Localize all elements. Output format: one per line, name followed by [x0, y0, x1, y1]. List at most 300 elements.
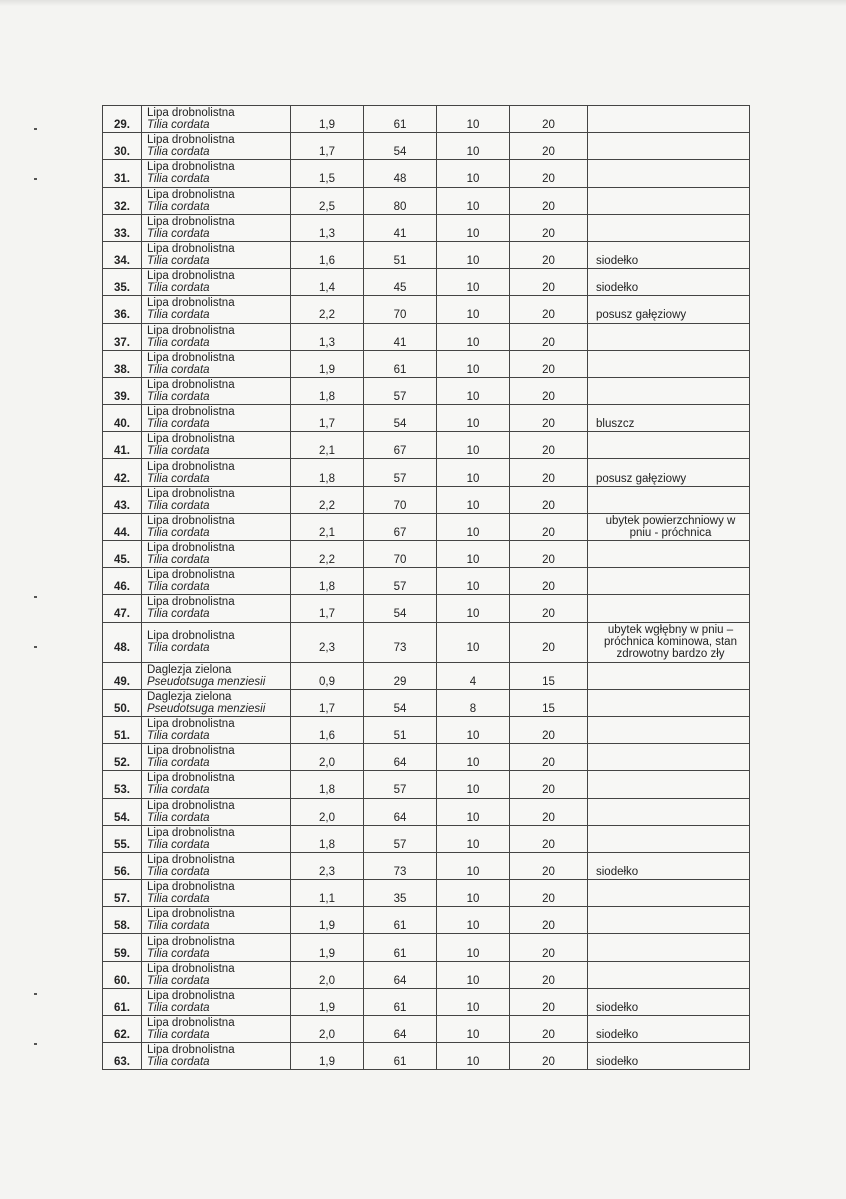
species-latin-name: Tilia cordata — [147, 526, 210, 539]
value-cell-d: 20 — [510, 377, 588, 404]
value-cell-c: 10 — [437, 187, 510, 214]
value-cell-a: 1,9 — [291, 350, 364, 377]
species-common-name: Lipa drobnolistna — [147, 215, 235, 228]
table-row — [103, 825, 750, 852]
row-number: 45. — [103, 541, 142, 568]
table-row — [103, 214, 750, 241]
value-cell-b: 51 — [364, 241, 437, 268]
table-row — [103, 459, 750, 486]
note-cell — [588, 513, 750, 540]
value-cell-d: 20 — [510, 622, 588, 662]
species-latin-name: Tilia cordata — [147, 200, 210, 213]
value-cell-d: 20 — [510, 133, 588, 160]
species-cell — [142, 934, 291, 961]
note-cell — [588, 269, 750, 296]
value-cell-d: 20 — [510, 934, 588, 961]
value-cell-d: 20 — [510, 296, 588, 323]
note-cell — [588, 880, 750, 907]
value-cell-b: 64 — [364, 961, 437, 988]
row-number: 50. — [103, 689, 142, 716]
table-row — [103, 744, 750, 771]
value-cell-d: 20 — [510, 1016, 588, 1043]
value-cell-a: 1,9 — [291, 106, 364, 133]
note-cell — [588, 432, 750, 459]
value-cell-b: 57 — [364, 459, 437, 486]
species-common-name: Lipa drobnolistna — [147, 772, 235, 785]
row-number: 61. — [103, 988, 142, 1015]
table-body — [103, 106, 750, 1070]
value-cell-a: 1,9 — [291, 988, 364, 1015]
note-cell — [588, 771, 750, 798]
table-row — [103, 187, 750, 214]
value-cell-b: 54 — [364, 689, 437, 716]
row-number: 63. — [103, 1043, 142, 1070]
value-cell-c: 10 — [437, 852, 510, 879]
note-cell — [588, 486, 750, 513]
row-number: 47. — [103, 595, 142, 622]
note-cell — [588, 934, 750, 961]
note-cell — [588, 798, 750, 825]
value-cell-a: 2,0 — [291, 961, 364, 988]
value-cell-d: 20 — [510, 798, 588, 825]
species-common-name: Lipa drobnolistna — [147, 378, 235, 391]
row-number: 38. — [103, 350, 142, 377]
species-latin-name: Tilia cordata — [147, 893, 210, 906]
margin-mark — [34, 646, 37, 648]
value-cell-a: 1,7 — [291, 133, 364, 160]
value-cell-d: 20 — [510, 852, 588, 879]
note-cell — [588, 323, 750, 350]
scan-top-edge — [0, 0, 846, 6]
value-cell-d: 20 — [510, 541, 588, 568]
value-cell-b: 61 — [364, 907, 437, 934]
table-row — [103, 907, 750, 934]
species-latin-name: Tilia cordata — [147, 865, 210, 878]
species-latin-name: Tilia cordata — [147, 581, 210, 594]
value-cell-c: 10 — [437, 798, 510, 825]
value-cell-c: 10 — [437, 296, 510, 323]
note-text: ubytek powierzchniowy w pniu - próchnica — [605, 514, 736, 539]
species-latin-name: Tilia cordata — [147, 390, 210, 403]
value-cell-d: 20 — [510, 880, 588, 907]
note-cell — [588, 961, 750, 988]
value-cell-d: 20 — [510, 241, 588, 268]
species-latin-name: Tilia cordata — [147, 363, 210, 376]
species-latin-name: Tilia cordata — [147, 1001, 210, 1014]
value-cell-a: 1,7 — [291, 595, 364, 622]
value-cell-c: 10 — [437, 595, 510, 622]
table-row — [103, 771, 750, 798]
row-number: 35. — [103, 269, 142, 296]
species-latin-name: Tilia cordata — [147, 642, 210, 655]
species-cell — [142, 825, 291, 852]
row-number: 49. — [103, 662, 142, 689]
species-cell — [142, 988, 291, 1015]
note-text: siodełko — [596, 282, 639, 295]
species-cell — [142, 744, 291, 771]
value-cell-d: 20 — [510, 961, 588, 988]
value-cell-c: 10 — [437, 934, 510, 961]
species-common-name: Lipa drobnolistna — [147, 962, 235, 975]
value-cell-b: 80 — [364, 187, 437, 214]
species-common-name: Lipa drobnolistna — [147, 514, 235, 527]
value-cell-c: 10 — [437, 744, 510, 771]
species-common-name: Lipa drobnolistna — [147, 1044, 235, 1057]
value-cell-c: 4 — [437, 662, 510, 689]
species-latin-name: Tilia cordata — [147, 811, 210, 824]
value-cell-a: 1,7 — [291, 689, 364, 716]
species-latin-name: Tilia cordata — [147, 472, 210, 485]
value-cell-b: 51 — [364, 716, 437, 743]
species-latin-name: Tilia cordata — [147, 838, 210, 851]
value-cell-d: 20 — [510, 269, 588, 296]
value-cell-b: 54 — [364, 595, 437, 622]
row-number: 46. — [103, 568, 142, 595]
value-cell-b: 41 — [364, 214, 437, 241]
table-row — [103, 296, 750, 323]
species-common-name: Lipa drobnolistna — [147, 542, 235, 555]
species-latin-name: Pseudotsuga menziesii — [147, 675, 266, 688]
value-cell-d: 20 — [510, 350, 588, 377]
value-cell-c: 10 — [437, 907, 510, 934]
value-cell-c: 10 — [437, 988, 510, 1015]
species-cell — [142, 323, 291, 350]
value-cell-a: 1,8 — [291, 771, 364, 798]
value-cell-c: 10 — [437, 486, 510, 513]
species-common-name: Lipa drobnolistna — [147, 935, 235, 948]
table-row — [103, 568, 750, 595]
note-cell — [588, 377, 750, 404]
species-cell — [142, 662, 291, 689]
table-row — [103, 689, 750, 716]
value-cell-b: 61 — [364, 988, 437, 1015]
species-latin-name: Tilia cordata — [147, 1056, 210, 1069]
note-cell — [588, 744, 750, 771]
table-row — [103, 269, 750, 296]
value-cell-b: 73 — [364, 622, 437, 662]
value-cell-d: 20 — [510, 459, 588, 486]
value-cell-d: 15 — [510, 689, 588, 716]
value-cell-d: 20 — [510, 106, 588, 133]
tree-inventory-table — [102, 105, 750, 1070]
species-common-name: Lipa drobnolistna — [147, 826, 235, 839]
note-cell — [588, 160, 750, 187]
value-cell-d: 20 — [510, 160, 588, 187]
species-common-name: Lipa drobnolistna — [147, 718, 235, 731]
value-cell-d: 20 — [510, 1043, 588, 1070]
species-cell — [142, 961, 291, 988]
note-cell — [588, 1016, 750, 1043]
value-cell-a: 2,2 — [291, 296, 364, 323]
species-common-name: Lipa drobnolistna — [147, 460, 235, 473]
species-common-name: Lipa drobnolistna — [147, 487, 235, 500]
value-cell-a: 0,9 — [291, 662, 364, 689]
note-cell — [588, 187, 750, 214]
species-common-name: Lipa drobnolistna — [147, 107, 235, 120]
value-cell-c: 10 — [437, 1016, 510, 1043]
species-common-name: Lipa drobnolistna — [147, 745, 235, 758]
species-cell — [142, 716, 291, 743]
row-number: 53. — [103, 771, 142, 798]
table-row — [103, 323, 750, 350]
value-cell-a: 2,2 — [291, 541, 364, 568]
value-cell-a: 2,3 — [291, 622, 364, 662]
value-cell-a: 1,8 — [291, 459, 364, 486]
species-common-name: Daglezja zielona — [147, 663, 232, 676]
species-latin-name: Tilia cordata — [147, 173, 210, 186]
note-text: ubytek wgłębny w pniu – próchnica kominowa, stan zdrowotny bardzo zły — [604, 624, 737, 661]
value-cell-c: 10 — [437, 133, 510, 160]
value-cell-b: 73 — [364, 852, 437, 879]
species-cell — [142, 541, 291, 568]
row-number: 44. — [103, 513, 142, 540]
value-cell-a: 2,1 — [291, 513, 364, 540]
species-cell — [142, 350, 291, 377]
value-cell-d: 20 — [510, 716, 588, 743]
row-number: 57. — [103, 880, 142, 907]
value-cell-c: 10 — [437, 622, 510, 662]
value-cell-a: 1,8 — [291, 568, 364, 595]
value-cell-c: 10 — [437, 880, 510, 907]
row-number: 34. — [103, 241, 142, 268]
species-common-name: Lipa drobnolistna — [147, 1017, 235, 1030]
species-latin-name: Tilia cordata — [147, 282, 210, 295]
value-cell-b: 54 — [364, 405, 437, 432]
value-cell-a: 1,6 — [291, 241, 364, 268]
value-cell-a: 1,1 — [291, 880, 364, 907]
species-latin-name: Tilia cordata — [147, 445, 210, 458]
species-latin-name: Tilia cordata — [147, 336, 210, 349]
species-latin-name: Tilia cordata — [147, 146, 210, 159]
row-number: 42. — [103, 459, 142, 486]
value-cell-b: 57 — [364, 377, 437, 404]
value-cell-a: 1,7 — [291, 405, 364, 432]
row-number: 32. — [103, 187, 142, 214]
species-cell — [142, 513, 291, 540]
value-cell-d: 20 — [510, 187, 588, 214]
species-cell — [142, 568, 291, 595]
value-cell-c: 10 — [437, 568, 510, 595]
species-cell — [142, 622, 291, 662]
value-cell-d: 20 — [510, 214, 588, 241]
value-cell-a: 1,4 — [291, 269, 364, 296]
row-number: 29. — [103, 106, 142, 133]
table-row — [103, 513, 750, 540]
value-cell-d: 20 — [510, 513, 588, 540]
table-row — [103, 880, 750, 907]
value-cell-b: 45 — [364, 269, 437, 296]
note-cell — [588, 662, 750, 689]
margin-mark — [34, 596, 37, 598]
table-row — [103, 595, 750, 622]
value-cell-d: 20 — [510, 907, 588, 934]
species-cell — [142, 771, 291, 798]
value-cell-d: 20 — [510, 988, 588, 1015]
note-text: siodełko — [596, 255, 639, 268]
species-cell — [142, 595, 291, 622]
value-cell-d: 20 — [510, 568, 588, 595]
row-number: 58. — [103, 907, 142, 934]
species-latin-name: Pseudotsuga menziesii — [147, 702, 266, 715]
row-number: 55. — [103, 825, 142, 852]
row-number: 48. — [103, 622, 142, 662]
value-cell-c: 10 — [437, 432, 510, 459]
table-row — [103, 798, 750, 825]
species-common-name: Lipa drobnolistna — [147, 188, 235, 201]
species-latin-name: Tilia cordata — [147, 608, 210, 621]
value-cell-c: 10 — [437, 825, 510, 852]
species-common-name: Lipa drobnolistna — [147, 433, 235, 446]
value-cell-a: 1,9 — [291, 934, 364, 961]
species-common-name: Lipa drobnolistna — [147, 989, 235, 1002]
table-row — [103, 988, 750, 1015]
note-cell — [588, 133, 750, 160]
species-common-name: Lipa drobnolistna — [147, 799, 235, 812]
species-common-name: Lipa drobnolistna — [147, 243, 235, 256]
value-cell-b: 35 — [364, 880, 437, 907]
species-cell — [142, 377, 291, 404]
value-cell-b: 57 — [364, 825, 437, 852]
value-cell-c: 10 — [437, 405, 510, 432]
note-text: siodełko — [596, 1029, 639, 1042]
value-cell-c: 10 — [437, 323, 510, 350]
note-cell — [588, 852, 750, 879]
table-row — [103, 133, 750, 160]
table-row — [103, 377, 750, 404]
value-cell-c: 10 — [437, 106, 510, 133]
value-cell-a: 1,9 — [291, 1043, 364, 1070]
species-cell — [142, 852, 291, 879]
margin-mark — [34, 178, 37, 180]
row-number: 56. — [103, 852, 142, 879]
row-number: 54. — [103, 798, 142, 825]
species-cell — [142, 880, 291, 907]
note-cell — [588, 106, 750, 133]
species-latin-name: Tilia cordata — [147, 1029, 210, 1042]
species-latin-name: Tilia cordata — [147, 920, 210, 933]
species-cell — [142, 432, 291, 459]
value-cell-a: 1,8 — [291, 377, 364, 404]
note-text: posusz gałęziowy — [596, 309, 687, 322]
species-latin-name: Tilia cordata — [147, 309, 210, 322]
note-cell — [588, 716, 750, 743]
table-row — [103, 662, 750, 689]
value-cell-d: 20 — [510, 486, 588, 513]
row-number: 30. — [103, 133, 142, 160]
value-cell-d: 20 — [510, 825, 588, 852]
species-latin-name: Tilia cordata — [147, 730, 210, 743]
species-common-name: Lipa drobnolistna — [147, 406, 235, 419]
value-cell-b: 70 — [364, 296, 437, 323]
value-cell-a: 1,3 — [291, 214, 364, 241]
note-cell — [588, 214, 750, 241]
table-row — [103, 961, 750, 988]
value-cell-d: 20 — [510, 405, 588, 432]
row-number: 31. — [103, 160, 142, 187]
species-cell — [142, 486, 291, 513]
value-cell-d: 20 — [510, 432, 588, 459]
value-cell-c: 10 — [437, 459, 510, 486]
note-cell — [588, 350, 750, 377]
value-cell-c: 10 — [437, 541, 510, 568]
species-cell — [142, 1043, 291, 1070]
table-row — [103, 622, 750, 662]
value-cell-b: 64 — [364, 798, 437, 825]
species-common-name: Lipa drobnolistna — [147, 134, 235, 147]
value-cell-d: 20 — [510, 771, 588, 798]
value-cell-a: 2,3 — [291, 852, 364, 879]
table-row — [103, 852, 750, 879]
value-cell-b: 70 — [364, 486, 437, 513]
species-common-name: Daglezja zielona — [147, 690, 232, 703]
value-cell-b: 67 — [364, 513, 437, 540]
note-cell — [588, 689, 750, 716]
value-cell-c: 10 — [437, 771, 510, 798]
value-cell-a: 2,1 — [291, 432, 364, 459]
species-common-name: Lipa drobnolistna — [147, 630, 235, 643]
species-common-name: Lipa drobnolistna — [147, 270, 235, 283]
value-cell-a: 2,2 — [291, 486, 364, 513]
table-row — [103, 1043, 750, 1070]
species-latin-name: Tilia cordata — [147, 554, 210, 567]
row-number: 51. — [103, 716, 142, 743]
species-cell — [142, 405, 291, 432]
row-number: 37. — [103, 323, 142, 350]
value-cell-c: 10 — [437, 350, 510, 377]
species-cell — [142, 1016, 291, 1043]
table-row — [103, 106, 750, 133]
value-cell-c: 10 — [437, 961, 510, 988]
value-cell-a: 2,5 — [291, 187, 364, 214]
value-cell-a: 1,6 — [291, 716, 364, 743]
value-cell-a: 1,5 — [291, 160, 364, 187]
row-number: 62. — [103, 1016, 142, 1043]
row-number: 36. — [103, 296, 142, 323]
value-cell-b: 41 — [364, 323, 437, 350]
table-row — [103, 934, 750, 961]
value-cell-b: 57 — [364, 771, 437, 798]
value-cell-d: 15 — [510, 662, 588, 689]
species-cell — [142, 798, 291, 825]
species-latin-name: Tilia cordata — [147, 947, 210, 960]
species-cell — [142, 907, 291, 934]
note-cell — [588, 296, 750, 323]
value-cell-a: 2,0 — [291, 798, 364, 825]
value-cell-a: 1,9 — [291, 907, 364, 934]
table-row — [103, 432, 750, 459]
value-cell-c: 10 — [437, 716, 510, 743]
note-cell — [588, 459, 750, 486]
table-row — [103, 541, 750, 568]
value-cell-c: 8 — [437, 689, 510, 716]
value-cell-b: 48 — [364, 160, 437, 187]
value-cell-c: 10 — [437, 513, 510, 540]
note-text: siodełko — [596, 1056, 639, 1069]
margin-mark — [34, 1043, 37, 1045]
margin-mark — [34, 993, 37, 995]
row-number: 41. — [103, 432, 142, 459]
species-cell — [142, 296, 291, 323]
species-common-name: Lipa drobnolistna — [147, 853, 235, 866]
species-common-name: Lipa drobnolistna — [147, 351, 235, 364]
value-cell-b: 64 — [364, 744, 437, 771]
species-latin-name: Tilia cordata — [147, 757, 210, 770]
value-cell-d: 20 — [510, 323, 588, 350]
species-cell — [142, 106, 291, 133]
species-common-name: Lipa drobnolistna — [147, 324, 235, 337]
note-cell — [588, 241, 750, 268]
species-common-name: Lipa drobnolistna — [147, 297, 235, 310]
